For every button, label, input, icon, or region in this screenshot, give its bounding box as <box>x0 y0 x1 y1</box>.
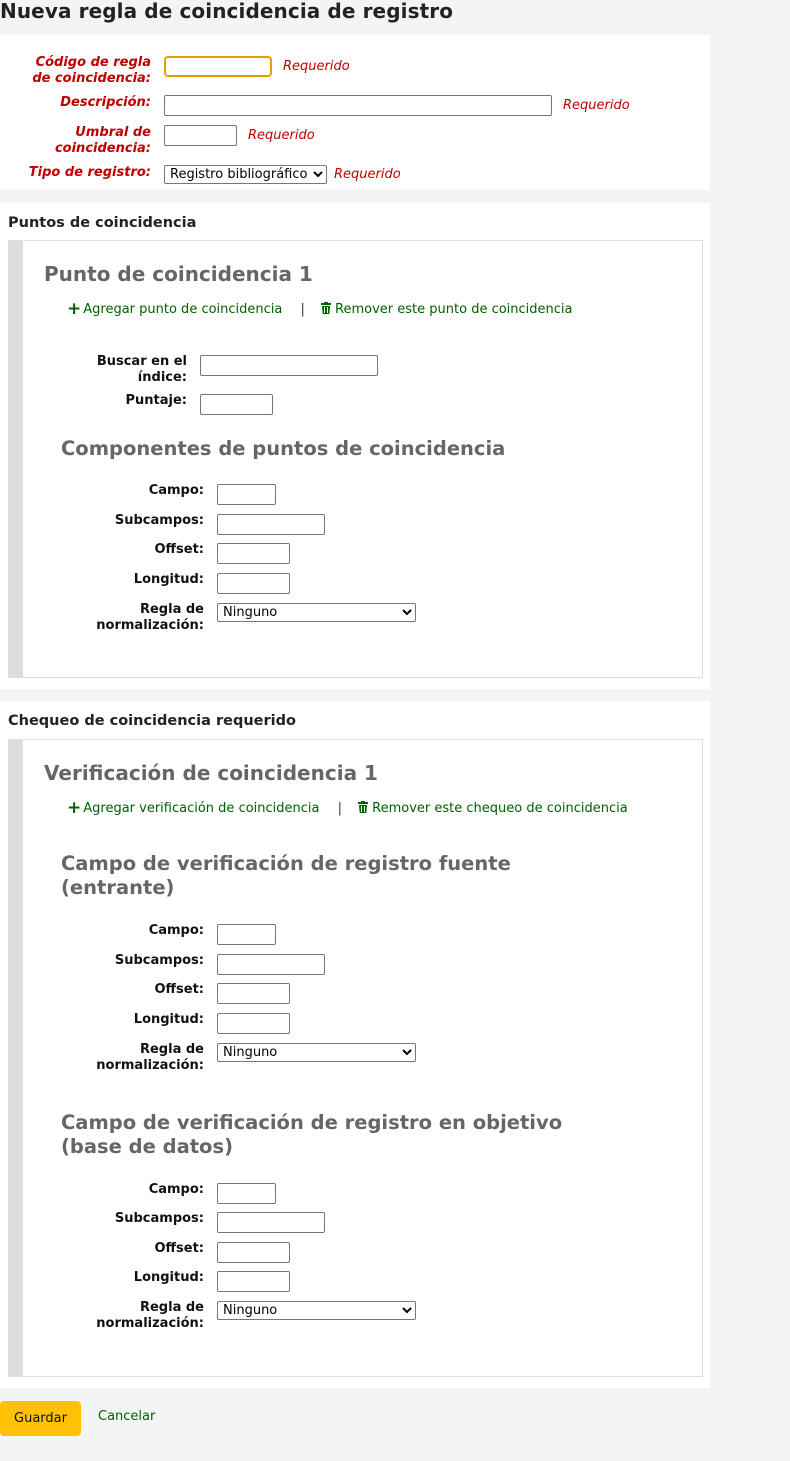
score-label: Puntaje: <box>125 393 187 408</box>
record-type-select[interactable] <box>164 165 327 184</box>
matchchecks-legend: Chequeo de coincidencia requerido <box>8 713 296 729</box>
code-label: Código de regla de coincidencia: <box>32 55 151 86</box>
matchcheck-1 <box>8 739 703 1377</box>
matchpoint-1 <box>8 240 703 678</box>
matchpoint-heading: Punto de coincidencia 1 <box>44 262 313 286</box>
source-subcampos-label: Subcampos: <box>114 953 204 968</box>
code-required: Requerido <box>283 59 350 74</box>
matchcheck-actions <box>67 798 628 818</box>
separator: | <box>300 302 305 317</box>
target-norm-label: Regla de normalización: <box>96 1300 204 1331</box>
score-input[interactable] <box>200 394 273 415</box>
source-norm-select[interactable] <box>217 1043 416 1062</box>
target-longitud-input[interactable] <box>217 1271 290 1292</box>
separator: | <box>337 801 343 816</box>
matchcheck-heading: Verificación de coincidencia 1 <box>44 761 378 785</box>
trash-icon <box>321 302 331 314</box>
page-title: Nueva regla de coincidencia de registro <box>0 0 454 23</box>
source-heading: Campo de verificación de registro fuente (entrante) <box>61 852 511 899</box>
target-offset-input[interactable] <box>217 1242 290 1263</box>
add-matchpoint-link[interactable]: + Agregar punto de coincidencia <box>67 299 283 319</box>
source-subcampos-input[interactable] <box>217 954 325 975</box>
cancel-link[interactable]: Cancelar <box>98 1409 156 1424</box>
save-button[interactable]: Guardar <box>0 1401 81 1436</box>
target-norm-select[interactable] <box>217 1301 416 1320</box>
remove-matchcheck-link[interactable]: Remover este chequeo de coincidencia <box>358 801 628 816</box>
subcampos-label: Subcampos: <box>114 513 204 528</box>
remove-matchpoint-link[interactable]: Remover este punto de coincidencia <box>321 302 572 317</box>
code-input[interactable] <box>164 56 272 77</box>
target-heading: Campo de verificación de registro en objetivo (base de datos) <box>61 1111 563 1158</box>
source-campo-input[interactable] <box>217 924 276 945</box>
norm-select[interactable] <box>217 603 416 622</box>
components-heading: Componentes de puntos de coincidencia <box>61 437 506 460</box>
source-offset-label: Offset: <box>154 982 204 997</box>
threshold-required: Requerido <box>248 128 315 143</box>
source-campo-label: Campo: <box>148 923 204 938</box>
plus-icon: + <box>67 299 82 319</box>
target-subcampos-input[interactable] <box>217 1212 325 1233</box>
description-required: Requerido <box>563 98 630 113</box>
matchpoint-actions <box>67 299 573 319</box>
matchpoints-panel <box>0 203 710 689</box>
offset-input[interactable] <box>217 543 290 564</box>
trash-icon <box>358 801 368 813</box>
source-longitud-label: Longitud: <box>133 1012 204 1027</box>
matchchecks-panel <box>0 701 710 1388</box>
campo-label: Campo: <box>148 483 204 498</box>
source-longitud-input[interactable] <box>217 1013 290 1034</box>
longitud-input[interactable] <box>217 573 290 594</box>
search-index-input[interactable] <box>200 355 378 376</box>
subcampos-input[interactable] <box>217 514 325 535</box>
add-matchcheck-link[interactable]: + Agregar verificación de coincidencia <box>67 798 320 818</box>
main-form-panel <box>0 35 710 190</box>
target-longitud-label: Longitud: <box>133 1270 204 1285</box>
target-campo-label: Campo: <box>148 1182 204 1197</box>
target-subcampos-label: Subcampos: <box>114 1211 204 1226</box>
threshold-label: Umbral de coincidencia: <box>54 125 151 156</box>
matchpoints-legend: Puntos de coincidencia <box>8 215 197 231</box>
record-type-required: Requerido <box>334 167 401 182</box>
record-type-label: Tipo de registro: <box>28 165 151 180</box>
description-input[interactable] <box>164 95 552 116</box>
offset-label: Offset: <box>154 542 204 557</box>
description-label: Descripción: <box>60 95 151 110</box>
target-offset-label: Offset: <box>154 1241 204 1256</box>
campo-input[interactable] <box>217 484 276 505</box>
search-index-label: Buscar en el índice: <box>96 354 187 385</box>
source-offset-input[interactable] <box>217 983 290 1004</box>
plus-icon: + <box>67 798 82 818</box>
norm-label: Regla de normalización: <box>96 602 204 633</box>
longitud-label: Longitud: <box>133 572 204 587</box>
threshold-input[interactable] <box>164 125 237 146</box>
source-norm-label: Regla de normalización: <box>96 1042 204 1073</box>
target-campo-input[interactable] <box>217 1183 276 1204</box>
